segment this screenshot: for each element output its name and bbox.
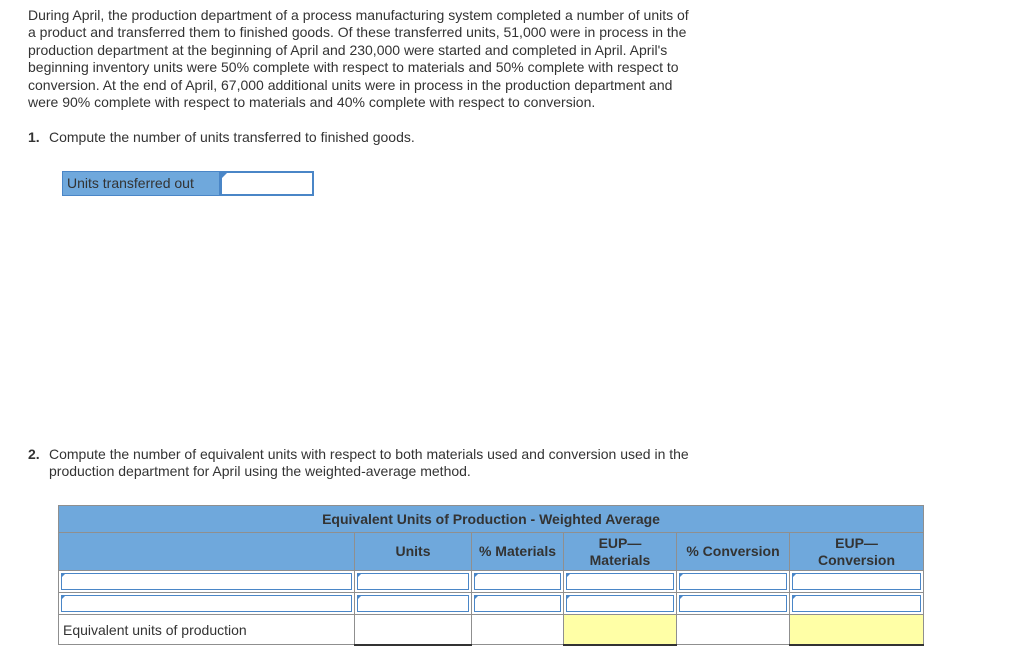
intro-line: conversion. At the end of April, 67,000 additional units were in process in the production department and bbox=[28, 76, 673, 93]
eup-table bbox=[58, 505, 924, 646]
input-flag-icon bbox=[474, 595, 479, 600]
input-flag-icon bbox=[679, 595, 684, 600]
input-flag-icon bbox=[679, 573, 684, 578]
header-eup-conversion-line1: EUP— bbox=[835, 534, 878, 551]
header-eup-materials-line1: EUP— bbox=[598, 534, 642, 551]
eup-conversion-input[interactable] bbox=[790, 593, 924, 615]
intro-line: production department at the beginning of April and 230,000 were started and completed in April. April's bbox=[28, 41, 668, 58]
input-flag-icon bbox=[222, 173, 227, 178]
header-pct-conversion: % Conversion bbox=[677, 533, 790, 571]
total-row-label: Equivalent units of production bbox=[59, 615, 355, 645]
question-1 bbox=[28, 129, 415, 146]
input-flag-icon bbox=[61, 595, 66, 600]
total-eup-materials-cell bbox=[564, 615, 677, 645]
pct-materials-input[interactable] bbox=[472, 593, 564, 615]
header-label-blank bbox=[59, 533, 355, 571]
header-eup-materials-line2: Materials bbox=[589, 551, 651, 568]
eup-materials-input[interactable] bbox=[564, 571, 677, 593]
total-eup-conversion-cell bbox=[790, 615, 924, 645]
total-units-cell bbox=[355, 615, 472, 645]
intro-line: a product and transferred them to finished goods. Of these transferred units, 51,000 were in process in the bbox=[28, 24, 687, 41]
units-transferred-out-group bbox=[62, 171, 314, 196]
header-eup-materials bbox=[564, 533, 677, 571]
eup-conversion-input[interactable] bbox=[790, 571, 924, 593]
eup-materials-input[interactable] bbox=[564, 593, 677, 615]
units-input[interactable] bbox=[355, 593, 472, 615]
header-eup-conversion-line2: Conversion bbox=[818, 551, 896, 568]
table-row bbox=[59, 571, 924, 593]
row-label-input[interactable] bbox=[59, 593, 355, 615]
problem-statement bbox=[28, 7, 748, 111]
question-1-number: 1. bbox=[28, 129, 40, 145]
input-flag-icon bbox=[792, 573, 797, 578]
units-transferred-out-label: Units transferred out bbox=[62, 171, 220, 196]
total-pct-conversion-cell bbox=[677, 615, 790, 645]
header-eup-conversion bbox=[790, 533, 924, 571]
input-flag-icon bbox=[357, 595, 362, 600]
eup-table-title: Equivalent Units of Production - Weighted Average bbox=[59, 506, 924, 533]
input-flag-icon bbox=[566, 573, 571, 578]
intro-line: During April, the production department of a process manufacturing system completed a number of units of bbox=[28, 7, 689, 23]
pct-conversion-input[interactable] bbox=[677, 571, 790, 593]
intro-line: were 90% complete with respect to materials and 40% complete with respect to conversion. bbox=[28, 94, 596, 111]
pct-materials-input[interactable] bbox=[472, 571, 564, 593]
question-2 bbox=[28, 446, 748, 481]
question-2-text-line2: production department for April using the weighted-average method. bbox=[49, 463, 471, 480]
question-1-text: Compute the number of units transferred to finished goods. bbox=[49, 129, 415, 145]
pct-conversion-input[interactable] bbox=[677, 593, 790, 615]
total-row bbox=[59, 615, 924, 645]
question-2-number: 2. bbox=[28, 446, 40, 462]
intro-line: beginning inventory units were 50% complete with respect to materials and 50% complete with respect to bbox=[28, 59, 679, 76]
input-flag-icon bbox=[474, 573, 479, 578]
units-input[interactable] bbox=[355, 571, 472, 593]
units-transferred-out-input[interactable] bbox=[220, 171, 314, 196]
total-pct-materials-cell bbox=[472, 615, 564, 645]
input-flag-icon bbox=[357, 573, 362, 578]
row-label-input[interactable] bbox=[59, 571, 355, 593]
input-flag-icon bbox=[792, 595, 797, 600]
header-units: Units bbox=[355, 533, 472, 571]
input-flag-icon bbox=[61, 573, 66, 578]
header-pct-materials: % Materials bbox=[472, 533, 564, 571]
table-row bbox=[59, 593, 924, 615]
input-flag-icon bbox=[566, 595, 571, 600]
question-2-text-line1: Compute the number of equivalent units with respect to both materials used and conversion used in the bbox=[49, 446, 689, 462]
